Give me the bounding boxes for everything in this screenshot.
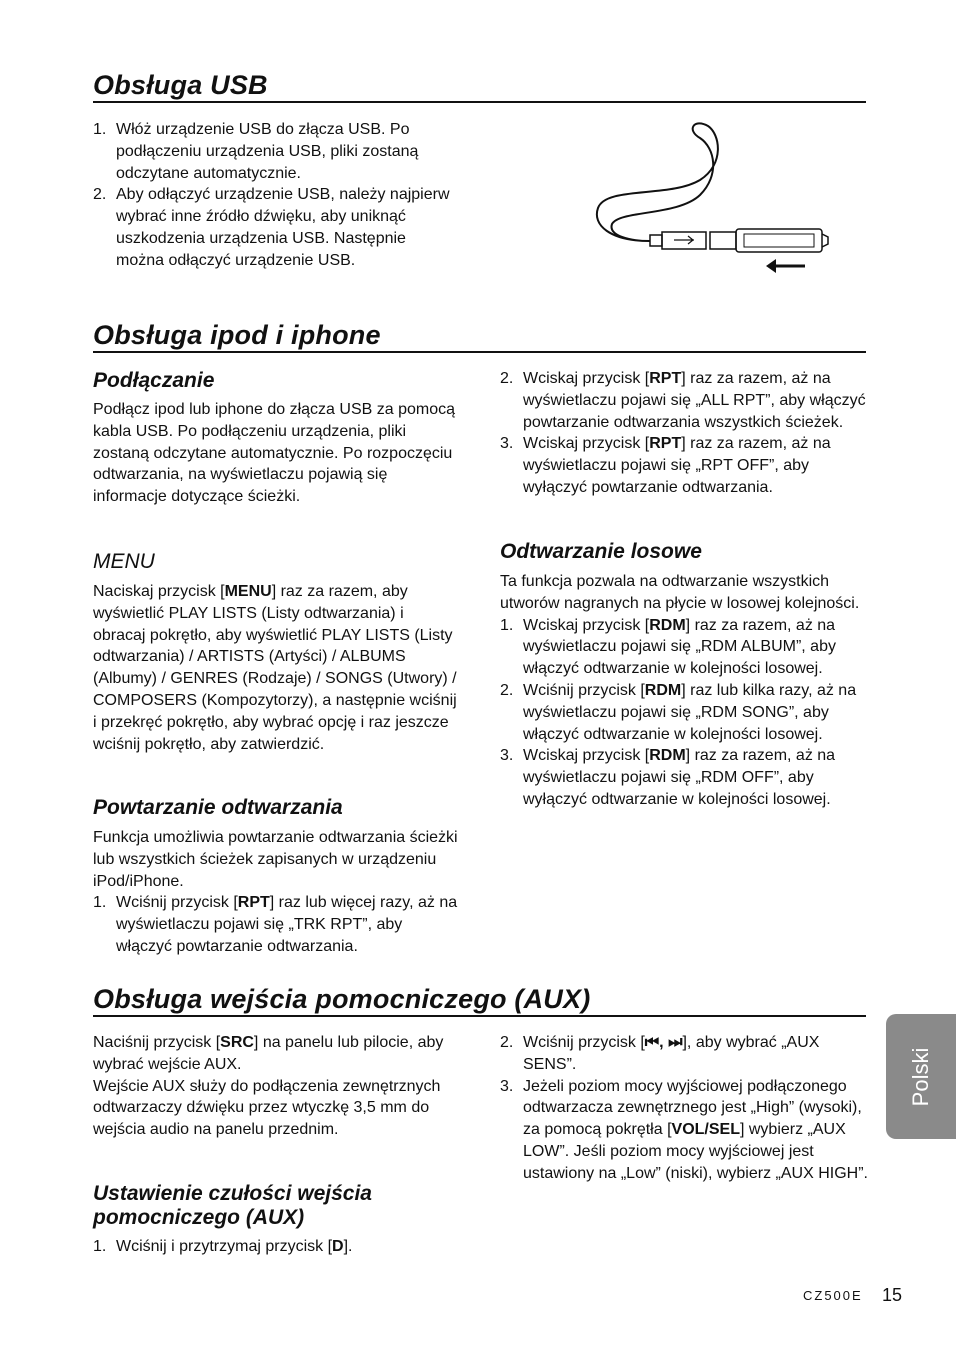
- repeat-text: [93, 827, 458, 958]
- repeat-list-cont: [500, 368, 872, 499]
- language-tab: [886, 1014, 956, 1139]
- usb-step-1: 1. Włóż urządzenie USB do złącza USB. Po podłączeniu urządzenia USB, pliki zostaną odczytane automatycznie.: [93, 121, 419, 182]
- usb-title: Obsługa USB: [93, 70, 268, 100]
- connect-text: [93, 399, 458, 508]
- connect-heading: Podłączanie: [93, 369, 215, 392]
- usb-stick-label: [744, 234, 814, 247]
- usb-stick-cap: [822, 234, 828, 247]
- repeat-heading: Powtarzanie odtwarzania: [93, 796, 343, 819]
- sens-step-1: 1. Wciśnij i przytrzymaj przycisk [D].: [93, 1238, 353, 1255]
- sens-step-2: 2. Wciśnij przycisk [⏮, ⏭], aby wybrać „AUX SENS”.: [500, 1034, 820, 1073]
- aux-rule: [93, 1015, 866, 1017]
- random-step-2: 2. Wciśnij przycisk [RDM] raz lub kilka razy, aż na wyświetlaczu pojawi się „RDM SONG”, aby włączyć odtwarzanie w kolejności losowej.: [500, 681, 857, 743]
- arrow-head-icon: [766, 259, 776, 273]
- repeat-step-3: 3. Wciskaj przycisk [RPT] raz za razem, aż na wyświetlaczu pojawi się „RPT OFF”, aby wyłączyć powtarzanie odtwarzania.: [500, 435, 831, 496]
- usb-cable-illustration: [590, 120, 835, 280]
- repeat-step-1: 1. Wciśnij przycisk [RPT] raz lub więcej razy, aż na wyświetlaczu pojawi się „TRK RPT”, aby włączyć powtarzanie odtwarzania.: [93, 894, 458, 955]
- usb-list: [93, 119, 458, 272]
- cable-path: [597, 123, 718, 241]
- random-step-1: 1. Wciskaj przycisk [RDM] raz za razem, aż na wyświetlaczu pojawi się „RDM ALBUM”, aby włączyć odtwarzanie w kolejności losowej.: [500, 616, 836, 678]
- aux-title: Obsługa wejścia pomocniczego (AUX): [93, 984, 591, 1014]
- sens-step-3: 3. Jeżeli poziom mocy wyjściowej podłączonego odtwarzacza zewnętrznego jest „High” (wysoki), za pomocą pokrętła [VOL/SEL] wybierz „AUX LOW”. Jeśli poziom mocy wyjściowej jest ustawiony na „Low” (niski), wybierz „AUX HIGH”.: [500, 1077, 868, 1182]
- aux-paragraph-1: Naciśnij przycisk [SRC] na panelu lub pilocie, aby wybrać wejście AUX.: [93, 1034, 444, 1073]
- usb-rule: [93, 101, 866, 103]
- language-tab-label: Polski: [908, 1047, 933, 1106]
- menu-heading: MENU: [93, 550, 155, 573]
- usb-icon: [674, 236, 694, 244]
- random-intro: Ta funkcja pozwala na odtwarzanie wszystkich utworów nagranych na płycie w losowej kolejności.: [500, 573, 860, 612]
- ipod-rule: [93, 351, 866, 353]
- usb-port: [710, 232, 736, 249]
- repeat-intro: Funkcja umożliwia powtarzanie odtwarzania ścieżki lub wszystkich ścieżek zapisanych w urządzeniu iPod/iPhone.: [93, 829, 458, 890]
- aux-paragraph-2: Wejście AUX służy do podłączenia zewnętrznych odtwarzaczy dźwięku przez wtyczkę 3,5 mm do wejścia audio na panelu przednim.: [93, 1077, 441, 1139]
- menu-paragraph: Naciskaj przycisk [MENU] raz za razem, aby wyświetlić PLAY LISTS (Listy odtwarzania) i obracaj pokrętło, aby wyświetlić PLAY LISTS (Listy odtwarzania) / ARTISTS (Artyści) / ALBUMS (Albumy) / GENRES (Rodzaje) / SONGS (Utwory) / COMPOSERS (Kompozytorzy), a następnie wciśnij i przekręć pokrętło, aby wybrać opcję i raz jeszcze wciśnij pokrętło, aby zatwierdzić.: [93, 583, 457, 753]
- random-text: [500, 571, 872, 811]
- repeat-step-2: 2. Wciskaj przycisk [RPT] raz za razem, aż na wyświetlaczu pojawi się „ALL RPT”, aby włączyć powtarzanie odtwarzania wszystkich ścieżek.: [500, 370, 866, 431]
- sens-steps-right: [500, 1032, 868, 1185]
- sens-heading: Ustawienie czułości wejścia pomocniczego (AUX): [93, 1182, 372, 1229]
- usb-stick: [736, 229, 822, 252]
- sens-step-1-wrap: [93, 1236, 458, 1258]
- menu-text: [93, 581, 458, 755]
- random-step-3: 3. Wciskaj przycisk [RDM] raz za razem, aż na wyświetlaczu pojawi się „RDM OFF”, aby wyłączyć odtwarzanie w kolejności losowej.: [500, 747, 836, 808]
- usb-step-2: 2. Aby odłączyć urządzenie USB, należy najpierw wybrać inne źródło dźwięku, aby uniknąć uszkodzenia urządzenia USB. Następnie można odłączyć urządzenie USB.: [93, 186, 450, 269]
- random-heading: Odtwarzanie losowe: [500, 540, 702, 563]
- prev-next-icon: ⏮, ⏭: [644, 1034, 683, 1051]
- connect-paragraph: Podłącz ipod lub iphone do złącza USB za pomocą kabla USB. Po podłączeniu urządzenia, pliki zostaną odczytane automatycznie. Po rozpoczęciu odtwarzania, na wyświetlaczu pojawią się informacje dotyczące ścieżki.: [93, 401, 455, 506]
- page-number: 15: [882, 1285, 903, 1305]
- aux-text: [93, 1032, 458, 1141]
- ipod-title: Obsługa ipod i iphone: [93, 320, 381, 350]
- plug-strain-relief: [650, 235, 662, 246]
- model-name: CZ500E: [803, 1288, 863, 1303]
